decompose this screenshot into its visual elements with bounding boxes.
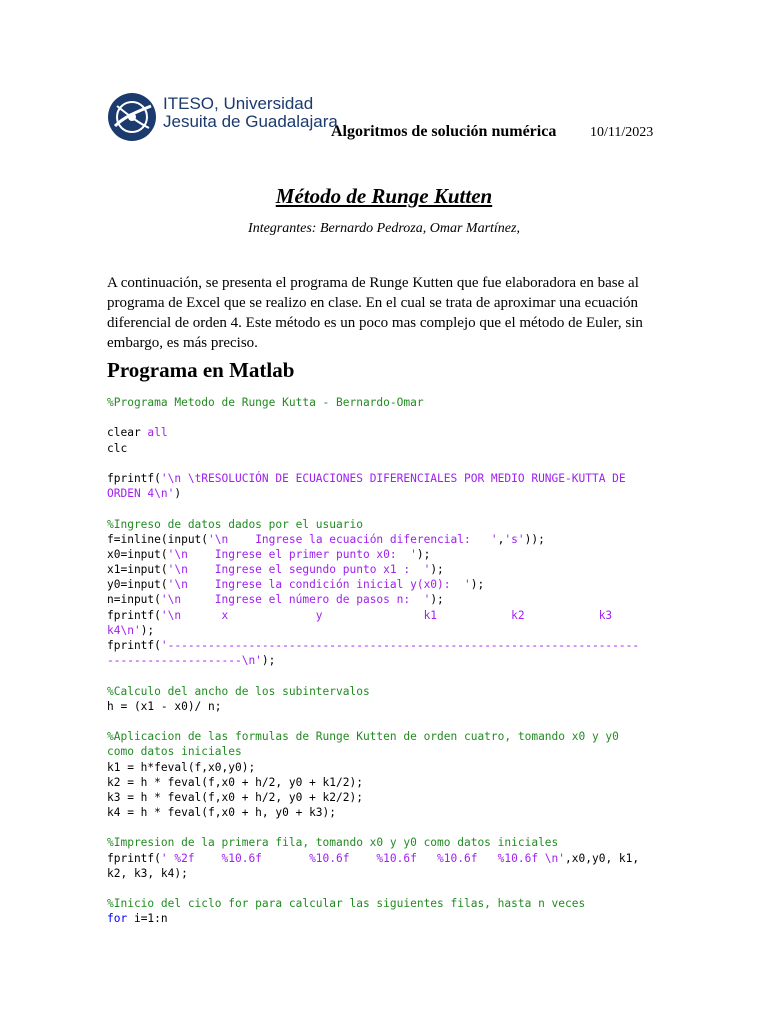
code-comment: %Calculo del ancho de los subintervalos	[107, 684, 370, 698]
code-text: x0=input(	[107, 547, 168, 561]
code-line	[107, 501, 667, 516]
code-line	[107, 881, 667, 896]
code-text: k4 = h * feval(f,x0 + h, y0 + k3);	[107, 806, 337, 820]
section-heading-matlab: Programa en Matlab	[107, 358, 295, 382]
code-comment: %Aplicacion de las formulas de Runge Kutten de orden cuatro, tomando x0 y y0	[107, 730, 619, 744]
code-comment: %Ingreso de datos dados por el usuario	[107, 517, 363, 531]
code-string: k4\n'	[107, 623, 141, 637]
code-string: ' %2f %10.6f %10.6f %10.6f %10.6f %10.6f \n'	[160, 851, 566, 865]
code-string: '\n x y k1 k2 k3	[160, 608, 613, 622]
team-members: Integrantes: Bernardo Pedroza, Omar Martínez,	[248, 221, 520, 236]
code-line	[107, 425, 667, 440]
code-line	[107, 623, 667, 638]
code-string: '----------------------------------------------------------------------	[160, 639, 640, 652]
code-text: clear	[107, 426, 148, 440]
code-text: clc	[107, 441, 128, 455]
code-line	[107, 410, 667, 425]
code-line	[107, 866, 667, 881]
code-line	[107, 547, 667, 562]
course-name: Algoritmos de solución numérica	[331, 123, 557, 140]
code-line	[107, 653, 667, 668]
code-string: --------------------\n'	[107, 654, 262, 668]
document-title: Método de Runge Kutten	[275, 184, 493, 208]
code-text: n=input(	[107, 593, 161, 607]
code-line	[107, 714, 667, 729]
code-text: );	[470, 578, 485, 592]
code-text: fprintf(	[107, 608, 161, 622]
code-text: ));	[524, 532, 545, 546]
document-date: 10/11/2023	[590, 125, 654, 140]
code-text: )	[174, 487, 182, 501]
code-text: y0=input(	[107, 578, 168, 592]
code-line	[107, 471, 667, 486]
code-text: ,	[497, 532, 505, 546]
code-line	[107, 517, 667, 532]
code-text: );	[140, 623, 155, 637]
code-line	[107, 592, 667, 607]
code-text: k1 = h*feval(f,x0,y0);	[107, 760, 256, 774]
code-line	[107, 577, 667, 592]
matlab-code-block	[107, 395, 667, 927]
document-header	[107, 92, 667, 142]
code-string: '\n Ingrese el número de pasos n: '	[160, 593, 431, 607]
code-line	[107, 775, 667, 790]
code-line	[107, 668, 667, 683]
code-text: fprintf(	[107, 639, 161, 652]
logo-wordmark	[163, 95, 338, 131]
code-line	[107, 441, 667, 456]
code-line	[107, 790, 667, 805]
code-text: h = (x1 - x0)/ n;	[107, 699, 222, 713]
code-string: '\n Ingrese el primer punto x0: '	[167, 547, 417, 561]
code-line	[107, 820, 667, 835]
code-string: ORDEN 4\n'	[107, 487, 175, 501]
code-text: k3 = h * feval(f,x0 + h/2, y0 + k2/2);	[107, 790, 363, 804]
code-line	[107, 486, 667, 501]
code-string: '\n Ingrese la condición inicial y(x0): '	[167, 578, 471, 592]
code-line	[107, 805, 667, 820]
code-text: fprintf(	[107, 471, 161, 485]
code-comment: %Inicio del ciclo for para calcular las siguientes filas, hasta n veces	[107, 897, 586, 911]
code-comment: %Programa Metodo de Runge Kutta - Bernardo-Omar	[107, 396, 424, 409]
code-line	[107, 835, 667, 850]
code-line	[107, 532, 667, 547]
code-string: '\n Ingrese la ecuación diferencial: '	[208, 532, 498, 546]
code-text: );	[430, 563, 444, 577]
code-line	[107, 395, 667, 410]
code-line	[107, 608, 667, 623]
code-comment: como datos iniciales	[107, 745, 242, 759]
code-text: i=1:n	[127, 912, 168, 926]
code-keyword: for	[107, 912, 128, 926]
code-text: );	[430, 593, 444, 607]
code-string: all	[147, 426, 168, 440]
code-text: ,x0,y0, k1,	[565, 851, 640, 865]
code-line	[107, 684, 667, 699]
code-text: k2 = h * feval(f,x0 + h/2, y0 + k1/2);	[107, 775, 363, 789]
code-line	[107, 760, 667, 775]
code-string: '\n \tRESOLUCIÓN DE ECUACIONES DIFERENCIALES POR MEDIO RUNGE-KUTTA DE	[160, 471, 626, 485]
code-text: f=inline(input(	[107, 532, 209, 546]
code-line	[107, 744, 667, 759]
logo-university-name: ITESO, Universidad	[163, 94, 314, 113]
code-line	[107, 638, 667, 653]
code-line	[107, 456, 667, 471]
code-text: fprintf(	[107, 851, 161, 865]
intro-paragraph: A continuación, se presenta el programa de Runge Kutten que fue elaboradora en base al programa de Excel que se realizo en clase. En el cual se trata de aproximar una ecuación diferencial de orden 4. Este método es un poco mas complejo que el método de Euler, sin embargo, es más preciso.	[107, 275, 643, 351]
code-text: k2, k3, k4);	[107, 866, 188, 880]
code-line	[107, 851, 667, 866]
code-line	[107, 729, 667, 744]
code-line	[107, 911, 667, 926]
code-string: 's'	[504, 532, 525, 546]
code-string: '\n Ingrese el segundo punto x1 : '	[167, 563, 431, 577]
code-line	[107, 562, 667, 577]
iteso-seal-logo	[107, 92, 157, 142]
code-text: );	[261, 654, 276, 668]
code-line	[107, 896, 667, 911]
code-line	[107, 699, 667, 714]
logo-university-subname: Jesuita de Guadalajara	[163, 112, 338, 131]
code-text: x1=input(	[107, 563, 168, 577]
code-text: );	[416, 547, 431, 561]
code-comment: %Impresion de la primera fila, tomando x0 y y0 como datos iniciales	[107, 836, 559, 850]
